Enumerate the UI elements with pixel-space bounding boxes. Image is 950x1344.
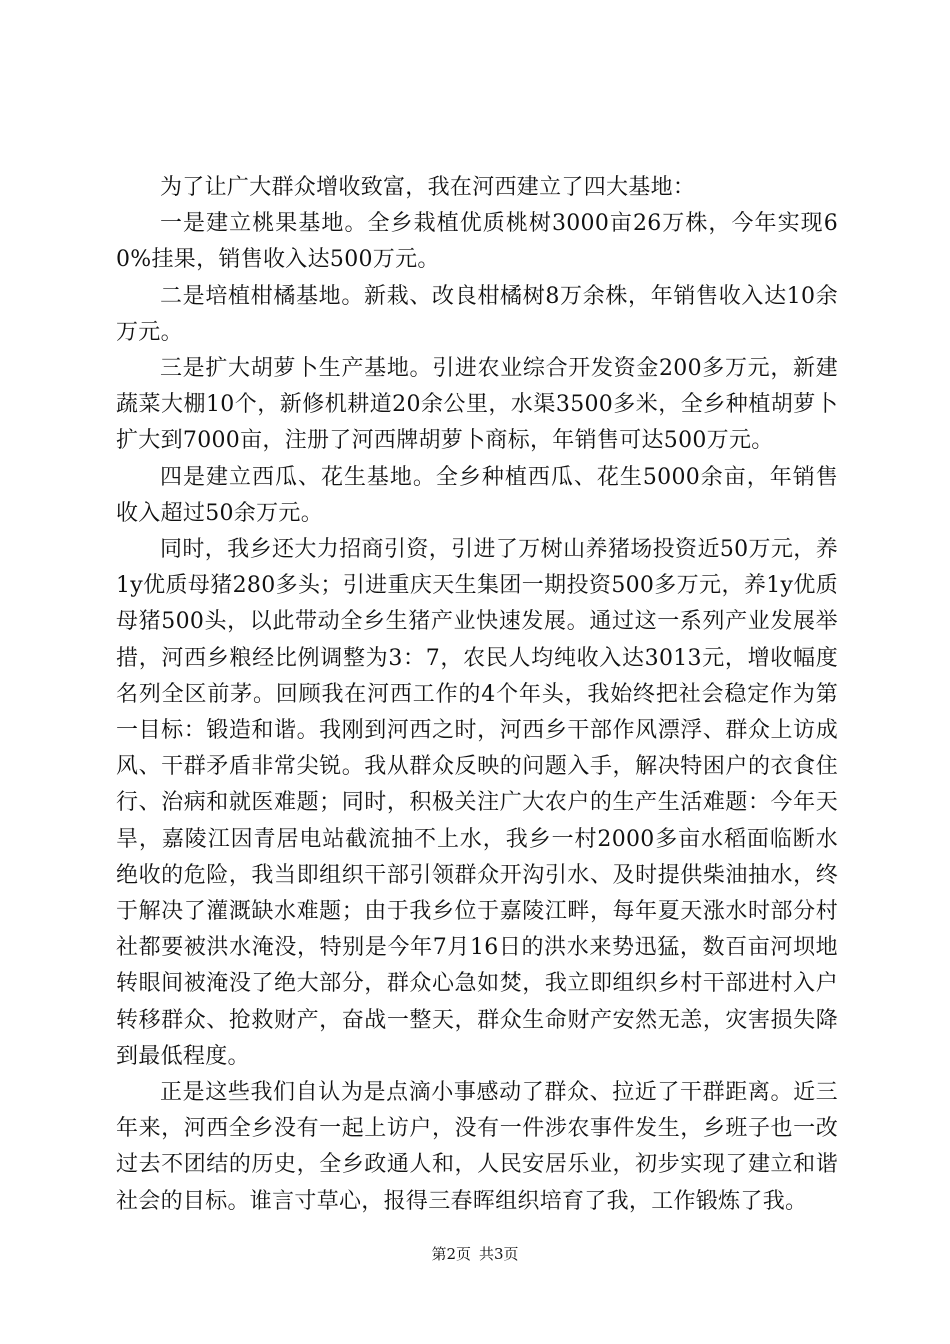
paragraph-citrus-base: 二是培植柑橘基地。新栽、改良柑橘树8万余株，年销售收入达10余万元。 — [116, 283, 838, 345]
page-total: 共3页 — [479, 1245, 519, 1263]
paragraph-watermelon-peanut-base: 四是建立西瓜、花生基地。全乡种植西瓜、花生5000余亩，年销售收入超过50余万元。 — [116, 464, 838, 526]
page-footer — [0, 1244, 950, 1264]
paragraph-carrot-base: 三是扩大胡萝卜生产基地。引进农业综合开发资金200多万元，新建蔬菜大棚10个，新修机耕道20余公里，水渠3500多米，全乡种植胡萝卜扩大到7000亩，注册了河西牌胡萝卜商标，年销售可达500万元。 — [116, 356, 838, 454]
paragraph-conclusion: 正是这些我们自认为是点滴小事感动了群众、拉近了干群距离。近三年来，河西全乡没有一起上访户，没有一件涉农事件发生，乡班子也一改过去不团结的历史，全乡政通人和，人民安居乐业，初步实现了建立和谐社会的目标。谁言寸草心，报得三春晖组织培育了我，工作锻炼了我。 — [116, 1080, 838, 1214]
page-number: 第2页 — [431, 1245, 471, 1263]
paragraph-peach-base: 一是建立桃果基地。全乡栽植优质桃树3000亩26万株，今年实现60%挂果，销售收入达500万元。 — [116, 211, 838, 273]
paragraph-intro: 为了让广大群众增收致富，我在河西建立了四大基地： — [160, 175, 696, 200]
paragraph-investment-and-stability: 同时，我乡还大力招商引资，引进了万树山养猪场投资近50万元，养1y优质母猪280多头；引进重庆天生集团一期投资500多万元，养1y优质母猪500头，以此带动全乡生猪产业快速发展。通过这一系列产业发展举措，河西乡粮经比例调整为3：7，农民人均纯收入达3013元，增收幅度名列全区前茅。回顾我在河西工作的4个年头，我始终把社会稳定作为第一目标：锻造和谐。我刚到河西之时，河西乡干部作风漂浮、群众上访成风、干群矛盾非常尖锐。我从群众反映的问题入手，解决特困户的衣食住行、治病和就医难题；同时，积极关注广大农户的生产生活难题：今年天旱，嘉陵江因青居电站截流抽不上水，我乡一村2000多亩水稻面临断水绝收的危险，我当即组织干部引领群众开沟引水、及时提供柴油抽水，终于解决了灌溉缺水难题；由于我乡位于嘉陵江畔，每年夏天涨水时部分村社都要被洪水淹没，特别是今年7月16日的洪水来势迅猛，数百亩河坝地转眼间被淹没了绝大部分，群众心急如焚，我立即组织乡村干部进村入户转移群众、抢救财产，奋战一整天，群众生命财产安然无恙，灾害损失降到最低程度。 — [116, 537, 838, 1069]
document-body — [116, 170, 838, 1220]
